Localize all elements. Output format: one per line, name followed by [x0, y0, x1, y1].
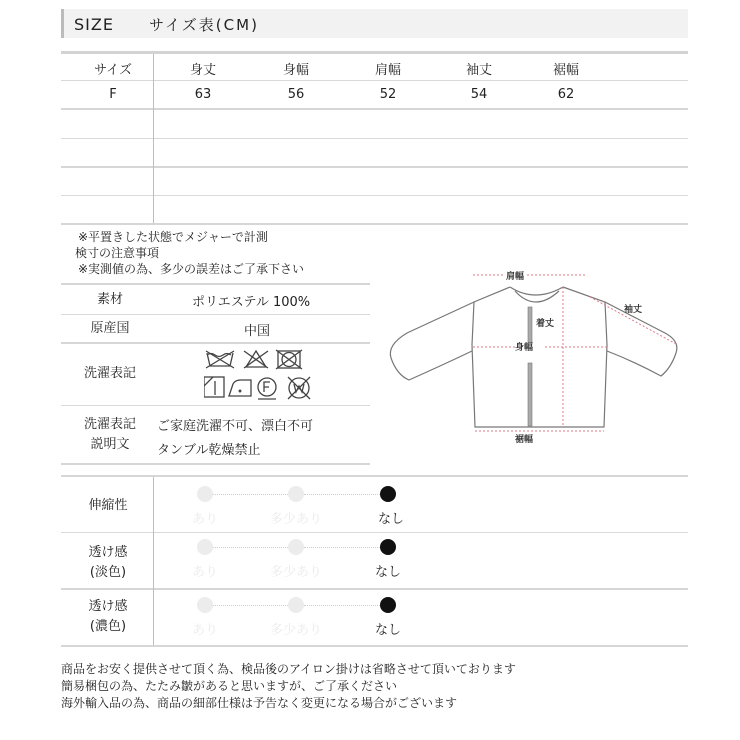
- scale-label-somewhat: 多少あり: [269, 512, 323, 527]
- care-description-label-line: 説明文: [90, 437, 130, 452]
- scale-line: [304, 605, 380, 606]
- stretch-label-line: 伸縮性: [88, 498, 128, 513]
- sleeve-length-label: 袖丈: [623, 305, 643, 315]
- footer-line: 簡易梱包の為、たたみ皺があると思いますが、ご了承ください: [61, 679, 398, 693]
- scale-dot-none-selected: [380, 486, 396, 502]
- material-divider: [61, 314, 370, 315]
- header-hem: 裾幅: [552, 63, 580, 78]
- size-section-header: [61, 9, 688, 38]
- care-description-line: タンブル乾燥禁止: [157, 443, 261, 458]
- scale-line: [213, 547, 288, 548]
- material-divider: [61, 283, 370, 285]
- scale-label-none: なし: [374, 565, 402, 580]
- line-dry-shade-icon: [204, 377, 224, 397]
- scale-dot-yes: [197, 597, 213, 613]
- table-column-divider: [153, 54, 154, 223]
- attributes-divider: [61, 588, 688, 590]
- material-value: ポリエステル 100%: [192, 295, 311, 310]
- dry-clean-f-icon: [258, 378, 276, 399]
- scale-line: [304, 494, 380, 495]
- header-shoulder: 肩幅: [374, 63, 402, 78]
- material-divider: [61, 405, 370, 406]
- cell-length: 63: [194, 87, 212, 102]
- header-chest: 身幅: [282, 63, 310, 78]
- scale-label-none: なし: [377, 512, 405, 527]
- footer-line: 海外輸入品の為、商品の細部仕様は予告なく変更になる場合がございます: [61, 696, 458, 710]
- scale-label-yes: あり: [191, 623, 219, 638]
- shoulder-width-label: 肩幅: [505, 272, 525, 282]
- header-length: 身丈: [189, 63, 217, 78]
- size-title-en: SIZE: [74, 15, 114, 34]
- garment-diagram: [375, 255, 695, 445]
- scale-dot-none-selected: [380, 539, 396, 555]
- care-label: 洗濯表記: [83, 366, 136, 381]
- no-bleach-icon: [244, 351, 268, 368]
- origin-value: 中国: [244, 324, 271, 339]
- scale-label-yes: あり: [191, 565, 219, 580]
- table-divider: [61, 195, 688, 196]
- scale-dot-somewhat: [288, 597, 304, 613]
- care-description-value: [157, 415, 313, 463]
- table-divider: [61, 166, 688, 168]
- cell-size: F: [109, 87, 117, 102]
- attributes-divider: [61, 645, 688, 647]
- scale-line: [213, 494, 288, 495]
- header-size: サイズ: [94, 63, 132, 78]
- table-divider: [61, 138, 688, 139]
- cell-sleeve: 54: [470, 87, 488, 102]
- low-iron-icon: [229, 380, 251, 396]
- table-bottom-border: [61, 223, 688, 225]
- care-description-label: [62, 415, 158, 455]
- sheerness-label-line: (淡色): [89, 565, 127, 580]
- care-description-line: ご家庭洗濯不可、漂白不可: [157, 419, 314, 434]
- scale-line: [304, 547, 380, 548]
- hem-width-label: 裾幅: [514, 435, 534, 445]
- size-title-jp: サイズ表(CM): [149, 16, 259, 34]
- sheerness-dark-label: [62, 597, 154, 637]
- material-divider: [61, 342, 370, 344]
- measurement-lines: [473, 275, 678, 431]
- scale-label-somewhat: 多少あり: [269, 565, 323, 580]
- note-line: 検寸の注意事項: [75, 246, 160, 260]
- scale-dot-somewhat: [288, 539, 304, 555]
- scale-label-yes: あり: [191, 512, 219, 527]
- header-sleeve: 袖丈: [465, 63, 493, 78]
- attributes-divider: [61, 475, 688, 477]
- body-length-label: 着丈: [535, 319, 555, 329]
- table-divider: [61, 108, 688, 110]
- stretch-label: [62, 496, 154, 516]
- note-line: ※実測値の為、多少の誤差はご了承下さい: [78, 262, 305, 276]
- note-line: ※平置きした状態でメジャーで計測: [78, 230, 268, 244]
- sheerness-label-line: 透け感: [88, 545, 128, 560]
- attributes-divider: [61, 532, 688, 533]
- chest-width-label: 身幅: [514, 343, 534, 353]
- no-washing-icon: [206, 351, 234, 368]
- origin-label: 原産国: [90, 321, 130, 336]
- material-divider: [61, 463, 370, 465]
- cell-hem: 62: [557, 87, 575, 102]
- no-tumble-dry-icon: [276, 350, 302, 369]
- scale-dot-none-selected: [380, 597, 396, 613]
- scale-line: [213, 605, 288, 606]
- care-description-label-line: 洗濯表記: [83, 417, 136, 432]
- scale-label-somewhat: 多少あり: [269, 623, 323, 638]
- footer-line: 商品をお安く提供させて頂く為、検品後のアイロン掛けは省略させて頂いております: [61, 662, 516, 676]
- sheerness-label-line: 透け感: [88, 599, 128, 614]
- scale-dot-yes: [197, 539, 213, 555]
- no-wet-clean-icon: [288, 377, 310, 399]
- material-label: 素材: [96, 292, 123, 307]
- scale-label-none: なし: [374, 623, 402, 638]
- scale-dot-yes: [197, 486, 213, 502]
- table-top-border: [61, 51, 688, 54]
- sheerness-light-label: [62, 543, 154, 583]
- care-icons: [204, 348, 324, 402]
- sheerness-label-line: (濃色): [89, 619, 127, 634]
- scale-dot-somewhat: [288, 486, 304, 502]
- table-divider: [61, 80, 688, 81]
- cell-shoulder: 52: [379, 87, 397, 102]
- cell-chest: 56: [287, 87, 305, 102]
